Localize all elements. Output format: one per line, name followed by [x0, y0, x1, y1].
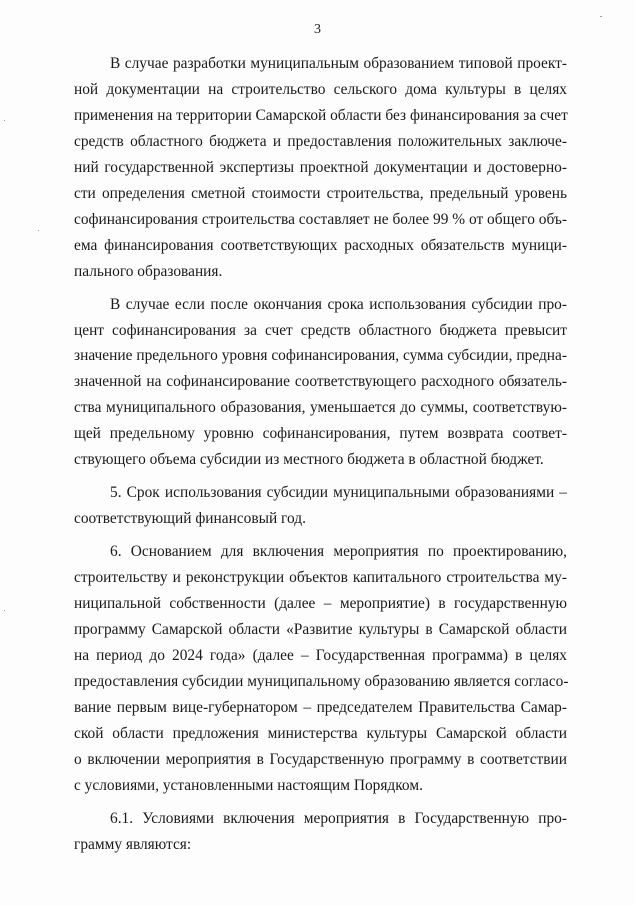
text-line: ема финансирования соответствующих расходных обязательств муници-: [74, 236, 567, 254]
text-line: строительству и реконструкции объектов капитального строительства му-: [74, 569, 567, 587]
scan-speck: [4, 120, 5, 121]
text-line: значение предельного уровня софинансирования, сумма субсидии, предна-: [74, 347, 567, 365]
text-line: ской области предложения министерства культуры Самарской области: [74, 724, 567, 742]
paragraph-section-6-1: [74, 806, 567, 858]
page-number: 3: [314, 22, 321, 37]
paragraph-section-5: [74, 480, 567, 532]
scan-speck: [4, 610, 5, 611]
text-line: щей предельному уровню софинансирования, путем возврата соответ-: [74, 425, 567, 443]
text-line: ствующего объема субсидии из местного бюджета в областной бюджет.: [74, 451, 544, 469]
text-line: соответствующий финансовый год.: [74, 510, 306, 528]
paragraph-subsidy-limit: [74, 51, 567, 285]
text-line: на период до 2024 года» (далее – Государственная программа) в целях: [74, 646, 567, 664]
paragraph-subsidy-return: [74, 292, 567, 474]
scan-speck: [38, 230, 39, 231]
text-line: 6. Основанием для включения мероприятия по проектированию,: [110, 543, 567, 561]
text-line: с условиями, установленными настоящим Порядком.: [74, 776, 423, 794]
document-body: [74, 51, 567, 858]
text-line: сти определения сметной стоимости строительства, предельный уровень: [74, 184, 567, 202]
text-line: ниципальной собственности (далее – мероприятие) в государственную: [74, 595, 567, 613]
text-line: о включении мероприятия в Государственную программу в соответствии: [74, 750, 567, 768]
text-line: 6.1. Условиями включения мероприятия в Государственную про-: [110, 809, 567, 827]
text-line: 5. Срок использования субсидии муниципальными образованиями –: [110, 484, 567, 502]
text-line: предоставления субсидии муниципальному образованию является согласо-: [74, 672, 569, 690]
text-line: применения на территории Самарской области без финансирования за счет: [74, 106, 568, 124]
text-line: софинансирования строительства составляет не более 99 % от общего объ-: [74, 210, 567, 228]
text-line: ства муниципального образования, уменьшается до суммы, соответствую-: [74, 399, 567, 417]
text-line: грамму являются:: [74, 835, 192, 853]
text-line: значенной на софинансирование соответствующего расходного обязатель-: [74, 373, 567, 391]
text-line: ной документации на строительство сельского дома культуры в целях: [74, 80, 567, 98]
text-line: В случае разработки муниципальным образованием типовой проект-: [110, 55, 567, 72]
text-line: ний государственной экспертизы проектной документации и достоверно-: [74, 158, 567, 176]
text-line: В случае если после окончания срока использования субсидии про-: [110, 295, 567, 313]
scan-speck: [600, 16, 602, 17]
text-line: средств областного бюджета и предоставления положительных заключе-: [74, 132, 567, 150]
text-line: цент софинансирования за счет средств областного бюджета превысит: [74, 321, 567, 339]
text-line: программу Самарской области «Развитие культуры в Самарской области: [74, 621, 567, 639]
text-line: пального образования.: [74, 262, 223, 280]
text-line: вание первым вице-губернатором – председателем Правительства Самар-: [74, 698, 567, 716]
paragraph-section-6: [74, 539, 567, 799]
